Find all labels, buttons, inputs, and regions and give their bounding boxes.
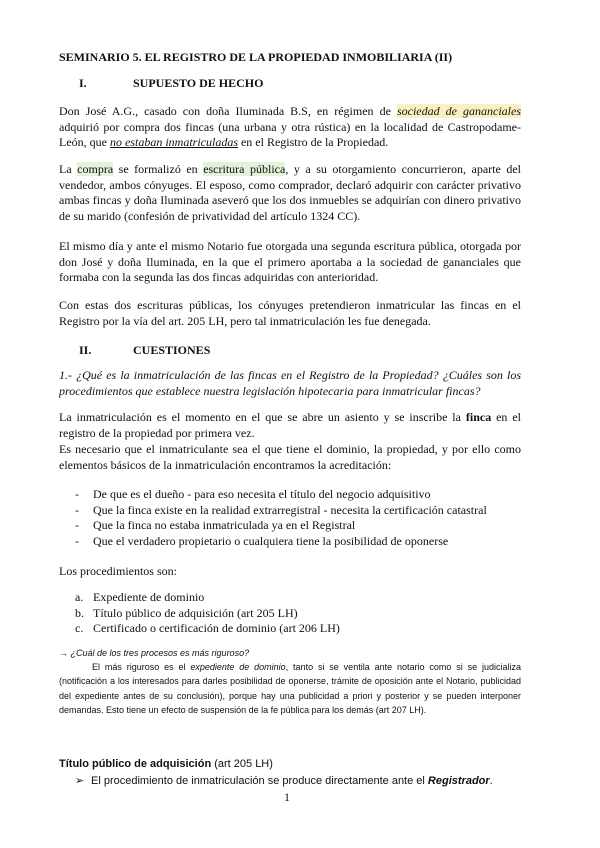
note-answer	[59, 660, 521, 718]
list-item-text: Certificado o certificación de dominio (art 206 LH)	[93, 621, 340, 636]
highlight-escritura-publica: escritura pública	[203, 162, 286, 176]
list-item	[75, 621, 340, 637]
list-item-text: Título público de adquisición (art 205 LH)	[93, 605, 298, 620]
list-item-text: Que la finca no estaba inmatriculada ya en el Registral	[93, 518, 356, 533]
underlined-no-inmatriculadas: no estaban inmatriculadas	[109, 135, 238, 150]
list-marker: c.	[75, 621, 84, 636]
text-run: La inmatriculación es el momento en el que se abre un asiento y se inscribe la	[59, 410, 466, 424]
list-item	[75, 606, 340, 622]
dash-marker: -	[75, 518, 79, 533]
highlight-gananciales: sociedad de gananciales	[396, 104, 521, 118]
list-item	[75, 590, 340, 606]
dash-marker: -	[75, 534, 79, 549]
list-item-text: Que la finca existe en la realidad extrarregistral - necesita la certificación catastral	[93, 502, 487, 517]
paragraph-facts-4: Con estas dos escrituras públicas, los cónyuges pretendieron inmatricular las fincas en el Registro por la vía del art. 205 LH, pero tal inmatriculación les fue denegada.	[59, 298, 521, 328]
text-run: Don José A.G., casado con doña Iluminada B.S, en régimen de	[59, 104, 397, 118]
list-item-text: Expediente de dominio	[93, 590, 205, 604]
paragraph-facts-1	[59, 104, 521, 151]
sub-heading-ref: (art 205 LH)	[211, 758, 273, 770]
list-item-text: De que es el dueño - para eso necesita el título del negocio adquisitivo	[93, 487, 431, 501]
text-run: se formalizó en	[113, 162, 204, 176]
bold-finca: finca	[465, 410, 492, 424]
sub-heading-bold: Título público de adquisición	[59, 758, 212, 770]
paragraph-facts-3: El mismo día y ante el mismo Notario fue otorgada una segunda escritura pública, otorgada por don José y doña Iluminada, en la que el primero aportaba a la sociedad de gananciales que formaba con la segunda las dos fincas adquiridas con anterioridad.	[59, 239, 521, 285]
list-item	[75, 518, 487, 534]
bold-registrador: Registrador	[427, 775, 490, 787]
list-item	[75, 503, 487, 519]
text-run: , tanto si se ventila ante notario como si se judicializa (notificación a los interesados para darles posibilidad de oponerse, trámite de oposición ante el Notario, publicidad del expediente antes de su conclusión), porque hay una publicidad a priori y posterior y se pueden interponer demandas. Esto tiene un efecto de suspensión de la fe pública para los demás (art 207 LH).	[59, 662, 521, 716]
text-run: adquirió por compra dos fincas (una urbana y otra rústica) en la localidad de Castropodame-León, que	[59, 119, 521, 150]
section-title: CUESTIONES	[133, 343, 211, 357]
arrow-bullet-icon: ➢	[75, 775, 85, 787]
procedures-list	[75, 590, 340, 637]
section-title: SUPUESTO DE HECHO	[133, 76, 264, 90]
section-heading-1	[79, 76, 263, 91]
text-run: , y a su otorgamiento concurrieron, aparte del vendedor, ambos cónyuges. El esposo, como comprador, declaró adquirir con carácter privativo ambas fincas y doña Iluminada aseveró que los dos inmuebles se adquirían con dinero privativo de su marido (confesión de privatividad del artículo 1324 CC).	[59, 162, 521, 223]
text-run: El más riguroso es el	[92, 662, 191, 672]
paragraph-answer-2: Es necesario que el inmatriculante sea el que tiene el dominio, la propiedad, y por ello como elementos básicos de la inmatriculación encontramos la acreditación:	[59, 442, 521, 472]
section-number: I.	[79, 76, 87, 90]
list-item	[75, 534, 487, 550]
dash-marker: -	[75, 502, 79, 517]
paragraph-facts-2	[59, 162, 521, 224]
dash-marker: -	[75, 487, 79, 501]
arrow-item	[75, 774, 493, 787]
paragraph-answer-1	[59, 410, 521, 441]
document-title: SEMINARIO 5. EL REGISTRO DE LA PROPIEDAD INMOBILIARIA (II)	[59, 50, 453, 64]
italic-expediente: expediente de dominio	[190, 662, 286, 672]
text-run: en el Registro de la Propiedad.	[237, 135, 389, 150]
sub-heading	[59, 758, 273, 770]
text-run: El procedimiento de inmatriculación se produce directamente ante el	[91, 775, 428, 787]
question-1: 1.- ¿Qué es la inmatriculación de las fincas en el Registro de la Propiedad? ¿Cuáles son los procedimientos que establece nuestra legislación hipotecaria para inmatricular fincas?	[59, 368, 521, 398]
page-number: 1	[284, 790, 290, 804]
list-marker: a.	[75, 590, 84, 604]
list-item-text: Que el verdadero propietario o cualquiera tiene la posibilidad de oponerse	[93, 534, 449, 549]
text-run: La	[59, 162, 78, 176]
note-question: → ¿Cuál de los tres procesos es más riguroso?	[59, 648, 250, 658]
paragraph-procedures-intro: Los procedimientos son:	[59, 564, 177, 578]
requirements-list	[75, 487, 487, 550]
highlight-compra: compra	[77, 162, 114, 176]
list-item	[75, 487, 487, 503]
section-heading-2	[79, 343, 210, 358]
section-number: II.	[79, 343, 92, 357]
list-marker: b.	[75, 605, 84, 620]
text-run: .	[489, 775, 493, 787]
text-run: en el registro de la propiedad por primera vez.	[59, 410, 521, 440]
